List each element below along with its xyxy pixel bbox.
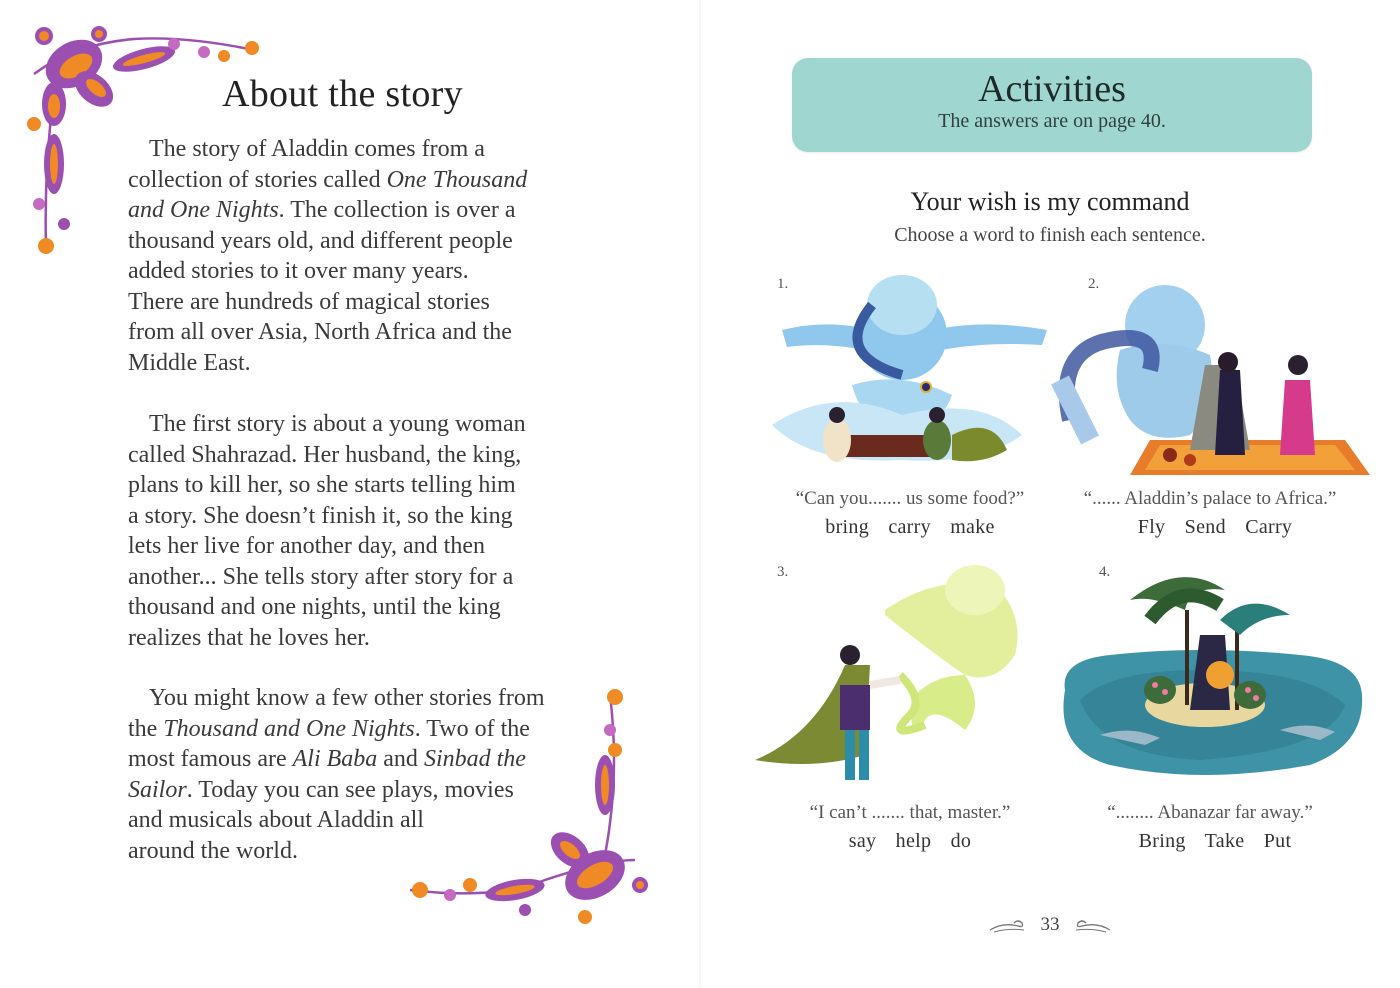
- story-line: The story of Aladdin comes from a: [149, 136, 485, 162]
- section-instruction: [700, 224, 1400, 247]
- section-title-text: Your wish is my command: [910, 187, 1190, 216]
- right-page: [700, 0, 1400, 988]
- page-title: About the story: [222, 73, 463, 115]
- genie-carpet-illustration-icon: [1050, 270, 1370, 480]
- story-line: There are hundreds of magical stories: [128, 288, 490, 315]
- answer-options: [1090, 830, 1340, 853]
- story-line: around the world.: [128, 837, 298, 864]
- story-line: Sailor. Today you can see plays, movies: [128, 776, 514, 803]
- question-number: 2.: [1088, 276, 1100, 292]
- answer-options: [780, 830, 1040, 853]
- answer-option[interactable]: say: [848, 830, 877, 852]
- story-line: most famous are Ali Baba and Sinbad the: [128, 746, 526, 772]
- answer-option[interactable]: help: [895, 830, 932, 852]
- story-line: collection of stories called One Thousand: [128, 166, 528, 193]
- answer-option[interactable]: make: [950, 516, 995, 538]
- story-line: Middle East.: [128, 349, 251, 376]
- answer-option[interactable]: Put: [1263, 830, 1292, 852]
- activities-title: Activities: [978, 68, 1126, 110]
- story-line: added stories to it over many years.: [128, 258, 469, 284]
- question-number: 1.: [777, 276, 789, 292]
- island-sharks-illustration-icon: [1050, 560, 1370, 790]
- answer-options: [1090, 516, 1340, 539]
- answer-option[interactable]: Take: [1204, 830, 1245, 852]
- story-line: and One Nights. The collection is over a: [128, 197, 516, 223]
- section-instruction-text: Choose a word to finish each sentence.: [894, 224, 1206, 246]
- story-line: plans to kill her, so she starts telling him: [128, 472, 516, 498]
- story-paragraph-1: [128, 134, 578, 378]
- answer-option[interactable]: carry: [888, 516, 931, 538]
- question-number: 3.: [777, 564, 789, 580]
- floral-corner-bottom-right-icon: [405, 685, 660, 930]
- answer-option[interactable]: Send: [1184, 516, 1226, 538]
- page-number-footer: [700, 914, 1400, 936]
- story-line: and musicals about Aladdin all: [128, 807, 424, 833]
- story-paragraph-2: [128, 409, 578, 653]
- genie-green-illustration-icon: [735, 555, 1055, 795]
- genie-blue-illustration-icon: [752, 265, 1052, 475]
- question-number: 4.: [1099, 564, 1111, 580]
- question-sentence: “........ Abanazar far away.”: [1107, 802, 1313, 823]
- question-sentence: “Can you....... us some food?”: [795, 488, 1025, 509]
- story-line: realizes that he loves her.: [128, 624, 370, 651]
- section-title: [700, 187, 1400, 217]
- answer-options: [780, 516, 1040, 539]
- flourish-right-icon: [1072, 918, 1112, 934]
- answer-option[interactable]: bring: [825, 516, 869, 538]
- flourish-left-icon: [988, 918, 1028, 934]
- page-number: 33: [1040, 914, 1060, 935]
- answer-option[interactable]: Fly: [1137, 516, 1166, 538]
- answer-option[interactable]: Carry: [1245, 516, 1293, 538]
- story-line: called Shahrazad. Her husband, the king,: [128, 441, 522, 468]
- question-sentence: “...... Aladdin’s palace to Africa.”: [1083, 488, 1337, 509]
- story-line: The first story is about a young woman: [149, 411, 526, 437]
- answer-option[interactable]: Bring: [1138, 830, 1186, 852]
- story-line: the Thousand and One Nights. Two of the: [128, 715, 530, 742]
- question-sentence: “I can’t ....... that, master.”: [809, 802, 1011, 823]
- activities-header-box: [792, 58, 1312, 152]
- answer-option[interactable]: do: [950, 830, 972, 852]
- story-line: from all over Asia, North Africa and the: [128, 319, 512, 345]
- activities-subtitle: The answers are on page 40.: [938, 110, 1166, 132]
- story-line: thousand and one nights, until the king: [128, 594, 501, 620]
- story-line: a story. She doesn’t finish it, so the king: [128, 502, 513, 529]
- story-line: thousand years old, and different people: [128, 227, 513, 254]
- story-line: You might know a few other stories from: [149, 685, 545, 711]
- story-line: another... She tells story after story for a: [128, 563, 514, 590]
- story-line: lets her live for another day, and then: [128, 533, 485, 559]
